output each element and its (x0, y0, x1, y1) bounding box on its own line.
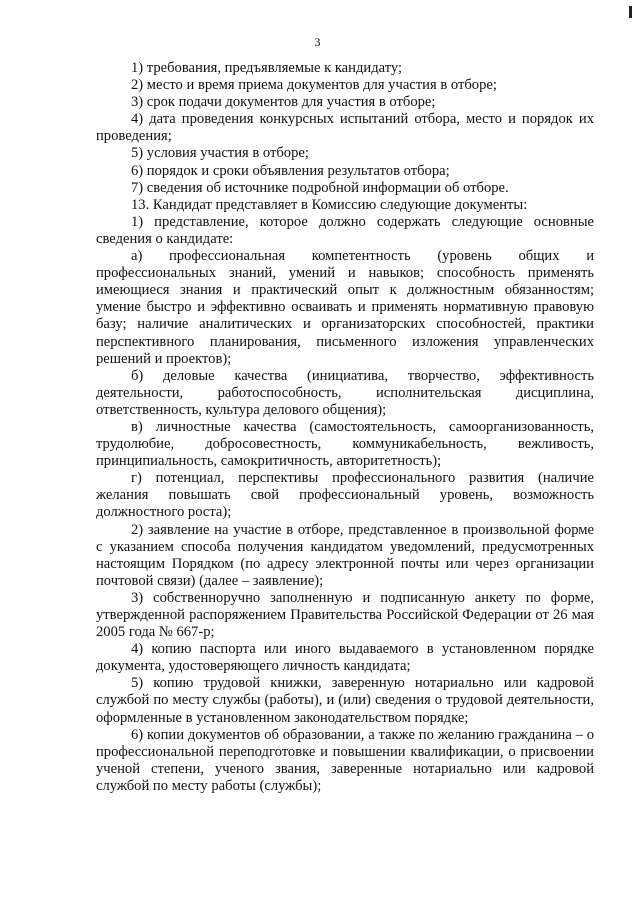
paragraph-info-source: 7) сведения об источнике подробной информации об отборе. (131, 179, 509, 196)
paragraph-personal-qualities: в) личностные качества (самостоятельность, самоорганизованность, трудолюбие, добросовестность, коммуникабельность, вежливость, принципиальность, самокритичность, авторитетность); (96, 418, 594, 470)
scan-edge-mark (629, 6, 632, 18)
paragraph-exam-date: 4) дата проведения конкурсных испытаний отбора, место и порядок их проведения; (96, 111, 594, 145)
paragraph-business-qualities: б) деловые качества (инициатива, творчество, эффективность деятельности, работоспособность, исполнительская дисциплина, ответственность, культура делового общения); (96, 367, 594, 418)
paragraph-section-13: 13. Кандидат представляет в Комиссию следующие документы: (131, 196, 528, 213)
paragraph-place-time: 2) место и время приема документов для участия в отборе; (131, 77, 497, 94)
document-body (96, 60, 594, 795)
paragraph-competence: а) профессиональная компетентность (уровень общих и профессиональных знаний, умений и навыков; способность применять имеющиеся знания и практический опыт к должностным обязанностям; умение быстро и эффективно осваивать и применять нормативную правовую базу; наличие аналитических и организаторских способностей, практики перспективного планирования, письменного изложения управленческих решений и проектов); (96, 248, 594, 367)
page-number: 3 (314, 35, 321, 49)
paragraph-education: 6) копии документов об образовании, а также по желанию гражданина – о профессиональной переподготовке и повышении квалификации, о присвоении ученой степени, ученого звания, заверенные нотариально или кадровой службой по месту работы (службы); (96, 726, 594, 794)
paragraph-deadline: 3) срок подачи документов для участия в отборе; (131, 94, 436, 111)
paragraph-presentation: 1) представление, которое должно содержать следующие основные сведения о кандидате: (96, 213, 594, 247)
paragraph-passport: 4) копию паспорта или иного выдаваемого в установленном порядке документа, удостоверяющего личность кандидата; (96, 641, 594, 675)
paragraph-application: 2) заявление на участие в отборе, представленное в произвольной форме с указанием способа получения кандидатом уведомлений, предусмотренных настоящим Порядком (по адресу электронной почты или через организации почтовой связи) (далее – заявление); (96, 521, 594, 589)
paragraph-conditions: 5) условия участия в отборе; (131, 145, 309, 162)
paragraph-work-record: 5) копию трудовой книжки, заверенную нотариально или кадровой службой по месту службы (работы), и (или) сведения о трудовой деятельности, оформленные в установленном законодательством порядке; (96, 675, 594, 726)
paragraph-results: 6) порядок и сроки объявления результатов отбора; (131, 162, 450, 179)
paragraph-questionnaire: 3) собственноручно заполненную и подписанную анкету по форме, утвержденной распоряжением Правительства Российской Федерации от 26 мая 2005 года № 667-р; (96, 589, 594, 641)
paragraph-requirements: 1) требования, предъявляемые к кандидату; (131, 60, 403, 76)
paragraph-potential: г) потенциал, перспективы профессионального развития (наличие желания повышать свой профессиональный уровень, возможность должностного роста); (96, 470, 594, 521)
